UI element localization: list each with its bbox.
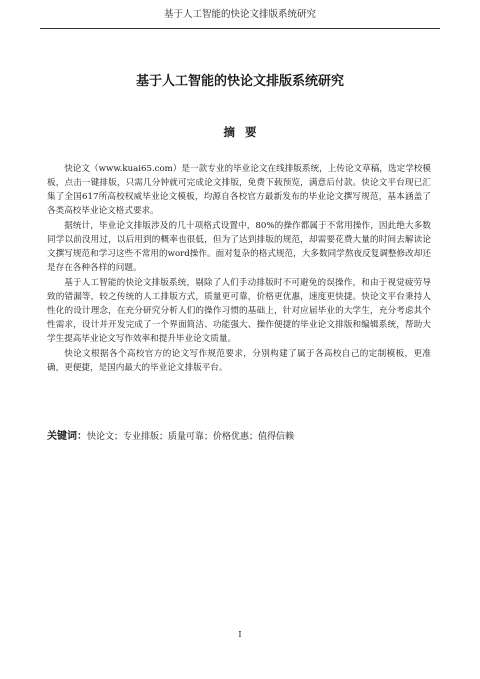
keywords-line: [47, 430, 431, 444]
keywords-text: 快论文；专业排版；质量可靠；价格优惠；值得信赖: [87, 432, 295, 442]
abstract-paragraph-3: 基于人工智能的快论文排版系统，剔除了人们手动排版时不可避免的误操作，和由于视觉疲劳导致的错漏等，较之传统的人工排版方式，质量更可靠，价格更优惠，速度更快捷。快论文平台秉持人性化的设计理念，在充分研究分析人们的操作习惯的基础上，针对应届毕业的大学生，充分考虑其个性需求，设计并开发完成了一个界面简洁、功能强大、操作便捷的毕业论文排版和编辑系统，帮助大学生提高毕业论文写作效率和提升毕业论文质量。: [47, 278, 431, 344]
abstract-body: [47, 162, 431, 376]
abstract-paragraph-1: 快论文（www.kuai65.com）是一款专业的毕业论文在线排版系统，上传论文草稿，选定学校模板，点击一键排版，只需几分钟就可完成论文排版，免费下载预览，满意后付款。快论文平台现已汇集了全国617所高校权威毕业论文模板，均源自各校官方最新发布的毕业论文撰写规范，基本涵盖了各类高校毕业论文格式要求。: [47, 164, 431, 216]
keywords-label: 关键词：: [47, 431, 87, 442]
running-title: 基于人工智能的快论文排版系统研究: [163, 9, 316, 20]
abstract-heading: 摘要: [223, 125, 267, 139]
running-header: [40, 8, 440, 29]
abstract-paragraph-4: 快论文根据各个高校官方的论文写作规范要求，分别构建了属于各高校自己的定制模板，更准确，更便捷，是国内最大的毕业论文排版平台。: [47, 349, 431, 373]
page-number: I: [238, 630, 242, 639]
abstract-paragraph-2: 据统计，毕业论文排版涉及的几十项格式设置中，80%的操作都属于不常用操作，因此绝大多数同学以前没用过，以后用到的概率也很低，但为了达到排版的规范，却需要花费大量的时间去解读论文撰写规范和学习这些不常用的word操作。面对复杂的格式规范，大多数同学熬夜反复调整修改却还是存在各种各样的问题。: [47, 221, 431, 273]
paper-title: 基于人工智能的快论文排版系统研究: [135, 74, 344, 89]
